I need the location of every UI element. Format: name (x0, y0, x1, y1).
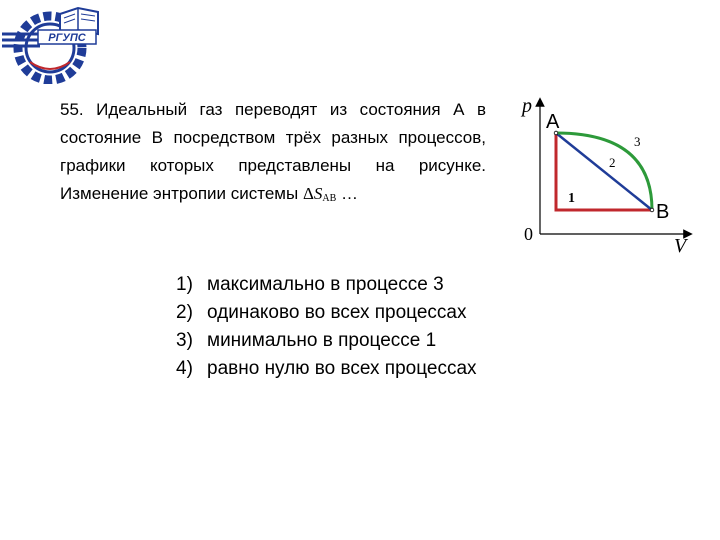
answer-number: 1) (176, 274, 193, 295)
point-b-label: B (656, 201, 670, 223)
answer-text: максимально в процессе 3 (207, 274, 444, 295)
process-1-label: 1 (568, 191, 575, 206)
origin-label: 0 (524, 224, 533, 244)
question-ellipsis: … (341, 184, 359, 203)
process-2-label: 2 (609, 155, 616, 170)
answer-text: равно нулю во всех процессах (207, 358, 477, 379)
answer-text: одинаково во всех процессах (207, 302, 467, 323)
question-body: 55. Идеальный газ переводят из состояния А в состояние В посредством трёх разных процессов, графики которых представлены на рисунке. Изменение энтропии системы (60, 100, 486, 203)
x-axis-label: V (674, 235, 687, 257)
answer-option[interactable] (176, 355, 477, 383)
answer-list (176, 271, 477, 383)
pv-diagram (516, 92, 696, 262)
answer-text: минимально в процессе 1 (207, 330, 437, 351)
point-a-label: A (546, 111, 560, 133)
answer-option[interactable] (176, 327, 477, 355)
delta-symbol: Δ (302, 184, 314, 203)
answer-option[interactable] (176, 299, 477, 327)
answer-number: 3) (176, 330, 193, 351)
logo-text: РГУПС (48, 32, 86, 44)
y-axis-label: p (522, 95, 532, 117)
entropy-subscript: AB (322, 193, 337, 204)
answer-number: 2) (176, 302, 193, 323)
point-b-marker (650, 208, 654, 212)
process-3-label: 3 (634, 134, 641, 149)
entropy-symbol: S (313, 184, 323, 203)
answer-number: 4) (176, 358, 193, 379)
question-text (60, 96, 486, 213)
answer-option[interactable] (176, 271, 477, 299)
university-logo (0, 0, 108, 84)
